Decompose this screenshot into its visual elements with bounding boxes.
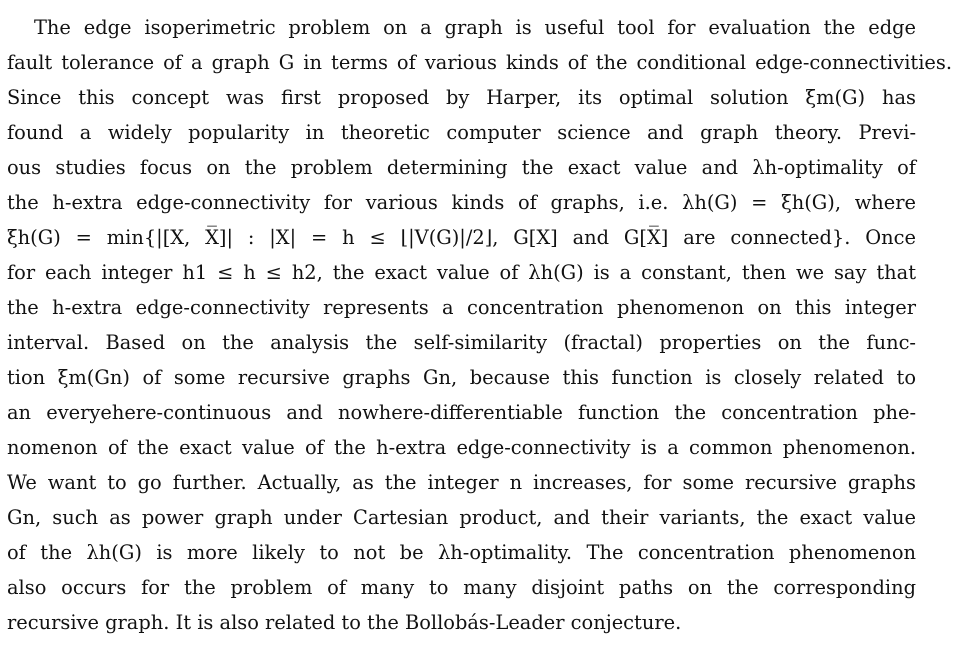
text-line-last: recursive graph. It is also related to the Bollobás-Leader conjecture. [7,611,682,634]
text-line: of the λh(G) is more likely to not be λh-optimality. The concentration phenomenon [7,541,916,564]
text-line: the h-extra edge-connectivity represents a concentration phenomenon on this integer [7,296,916,319]
text-line: ous studies focus on the problem determining the exact value and λh-optimality of [7,156,916,179]
text-line: nomenon of the exact value of the h-extra edge-connectivity is a common phenomenon. [7,436,916,459]
text-line: Since this concept was first proposed by Harper, its optimal solution ξm(G) has [7,86,916,109]
text-line: Gn, such as power graph under Cartesian product, and their variants, the exact value [7,506,916,529]
text-line: The edge isoperimetric problem on a graph is useful tool for evaluation the edge [34,16,916,39]
text-line: tion ξm(Gn) of some recursive graphs Gn, because this function is closely related to [7,366,916,389]
text-line: We want to go further. Actually, as the integer n increases, for some recursive graphs [7,471,916,494]
text-line: an everyehere-continuous and nowhere-differentiable function the concentration phe- [7,401,916,424]
text-line: ξh(G) = min{|[X, X̅]| : |X| = h ≤ ⌊|V(G)|/2⌋, G[X] and G[X̅] are connected}. Once [7,226,916,249]
text-line: also occurs for the problem of many to many disjoint paths on the corresponding [7,576,916,599]
text-line: the h-extra edge-connectivity for various kinds of graphs, i.e. λh(G) = ξh(G), where [7,191,916,214]
text-line: found a widely popularity in theoretic computer science and graph theory. Previ- [7,121,916,144]
text-line: fault tolerance of a graph G in terms of various kinds of the conditional edge-connectivities. [7,51,952,74]
text-line: interval. Based on the analysis the self-similarity (fractal) properties on the func- [7,331,916,354]
text-line: for each integer h1 ≤ h ≤ h2, the exact value of λh(G) is a constant, then we say that [7,261,916,284]
